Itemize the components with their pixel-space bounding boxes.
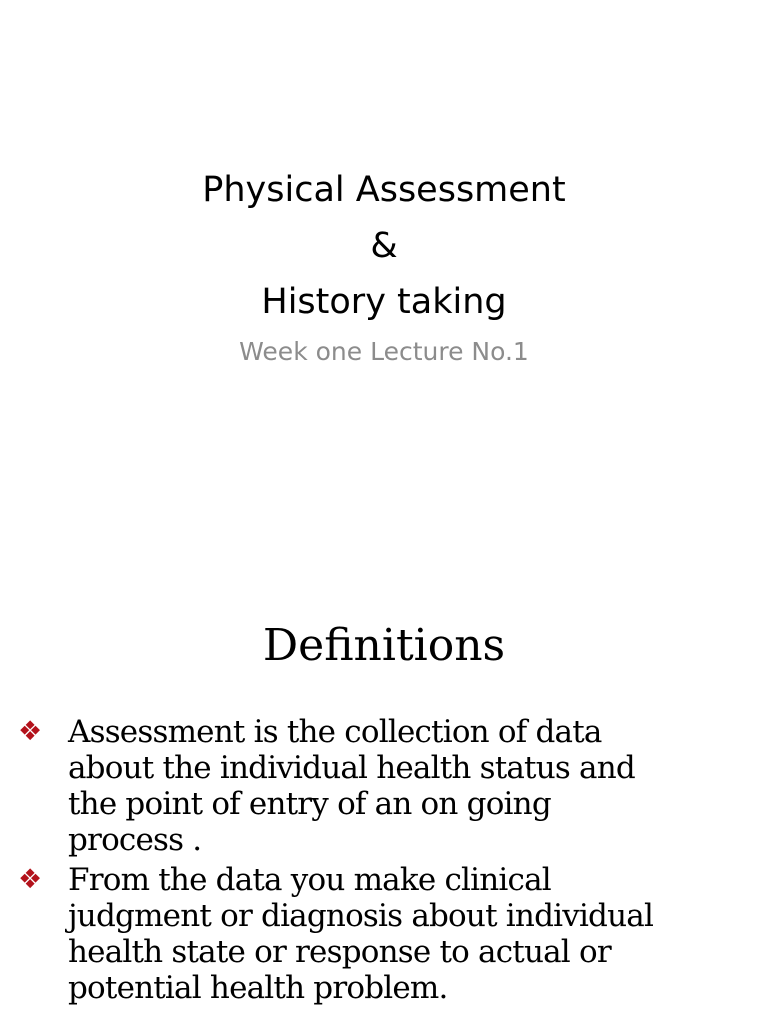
- bullet-line: From the data you make clinical: [68, 862, 551, 898]
- slide-subtitle: Week one Lecture No.1: [239, 337, 529, 366]
- definitions-slide: [0, 576, 768, 1024]
- definitions-heading: Definitions: [262, 620, 506, 671]
- slide-title: [0, 162, 768, 330]
- bullet-line: judgment or diagnosis about individual: [68, 898, 654, 934]
- bullet-line: about the individual health status and: [68, 750, 635, 786]
- bullet-line: Assessment is the collection of data: [68, 714, 602, 750]
- list-item: [0, 714, 768, 858]
- title-line: &: [370, 226, 398, 266]
- four-diamond-bullet-icon: ❖: [18, 864, 43, 895]
- title-line: History taking: [261, 282, 507, 322]
- bullet-line: the point of entry of an on going: [68, 786, 551, 822]
- bullet-line: process .: [68, 822, 202, 858]
- bullet-line: health state or response to actual or: [68, 934, 611, 970]
- bullet-line: potential health problem.: [68, 970, 448, 1006]
- title-line: Physical Assessment: [202, 170, 566, 210]
- list-item: [0, 862, 768, 1006]
- definitions-list: [0, 714, 768, 1010]
- four-diamond-bullet-icon: ❖: [18, 716, 43, 747]
